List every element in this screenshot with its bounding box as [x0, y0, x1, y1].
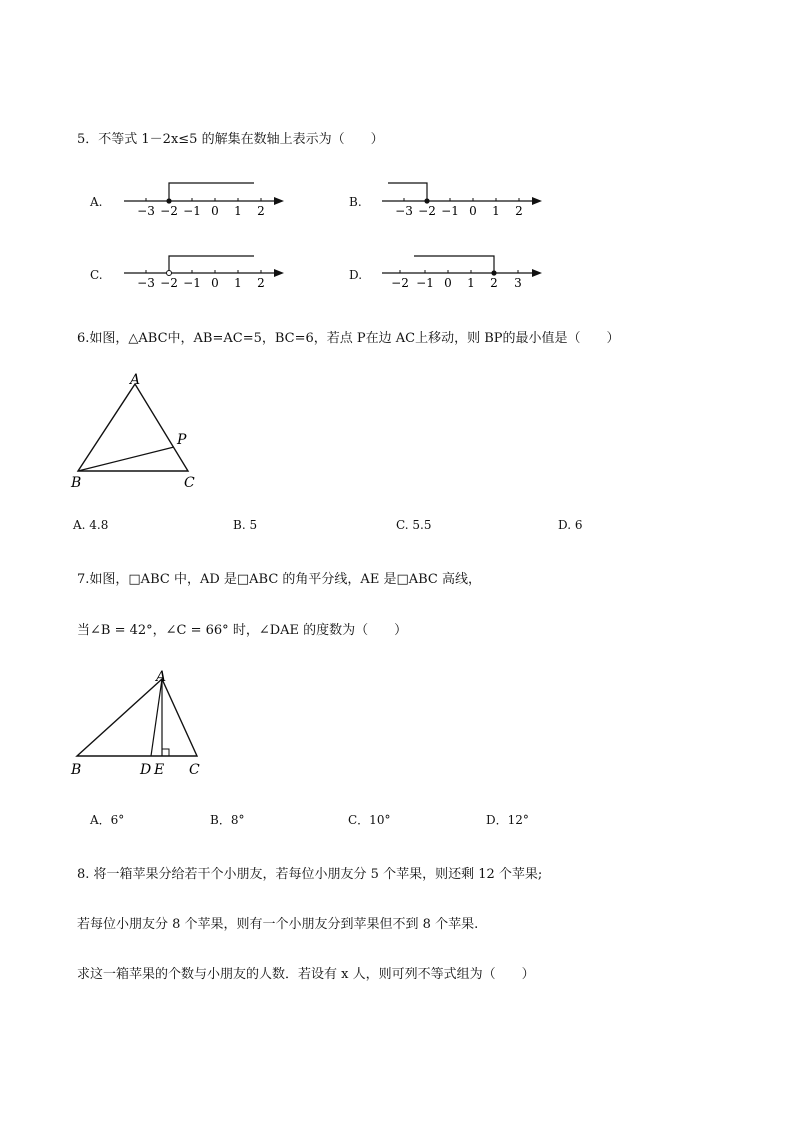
q7-option-b: B．8°: [210, 813, 245, 827]
tick-label: 0: [211, 276, 219, 288]
point-label-e: E: [154, 762, 165, 778]
tick-label: 1: [234, 204, 242, 216]
segment-ad: [151, 679, 162, 756]
tick-label: 1: [467, 276, 475, 288]
q6-option-c: C. 5.5: [396, 518, 432, 532]
tick-label: −1: [183, 276, 201, 288]
tick-label: 1: [234, 276, 242, 288]
q8-stem-line-1: 8. 将一箱苹果分给若干个小朋友，若每位小朋友分 5 个苹果，则还剩 12 个苹果;: [77, 867, 543, 882]
arrow-head: [274, 197, 284, 205]
q6-option-a: A. 4.8: [73, 518, 109, 532]
q5-stem: 5．不等式 1－2x≤5 的解集在数轴上表示为（ ）: [77, 132, 384, 147]
q6-option-d: D. 6: [558, 518, 583, 532]
triangle-abc: [78, 384, 188, 471]
q6-triangle-figure: [66, 366, 206, 492]
q7-stem-line-1: 7.如图，□ABC 中，AD 是□ABC 的角平分线，AE 是□ABC 高线，: [77, 572, 481, 587]
q5-option-c-letter: C.: [90, 268, 103, 282]
q7-option-a: A．6°: [90, 813, 125, 827]
tick-label: −1: [416, 276, 434, 288]
q6-stem: 6.如图，△ABC中，AB=AC=5，BC=6，若点 P在边 AC上移动，则 BP的最小值是（ ）: [77, 331, 620, 346]
tick-label: 0: [211, 204, 219, 216]
solution-bracket: [169, 256, 254, 271]
q5-option-a-letter: A.: [90, 195, 103, 209]
point-label-d: D: [140, 762, 152, 778]
q5-option-b-letter: B.: [349, 195, 362, 209]
tick-label: −3: [137, 276, 155, 288]
vertex-label-a: A: [130, 372, 141, 388]
vertex-label-b: B: [71, 762, 82, 778]
triangle-abc: [77, 679, 197, 756]
tick-label: 2: [490, 276, 498, 288]
tick-label: 3: [514, 276, 522, 288]
tick-label: −2: [160, 276, 178, 288]
tick-label: −2: [160, 204, 178, 216]
tick-label: −3: [137, 204, 155, 216]
tick-label: −1: [183, 204, 201, 216]
tick-label: 1: [492, 204, 500, 216]
tick-label: −1: [441, 204, 459, 216]
q5-option-d-letter: D.: [349, 268, 363, 282]
vertex-label-c: C: [184, 475, 195, 491]
arrow-head: [274, 269, 284, 277]
q7-stem-line-2: 当∠B = 42°，∠C = 66° 时，∠DAE 的度数为（ ）: [77, 623, 408, 638]
q5-option-d-numberline: [376, 246, 546, 288]
q7-triangle-figure: [66, 666, 216, 780]
point-label-p: P: [177, 432, 187, 448]
vertex-label-a: A: [156, 669, 167, 685]
solid-dot: [166, 198, 171, 203]
segment-bp: [78, 447, 174, 471]
tick-label: 0: [444, 276, 452, 288]
arrow-head: [532, 197, 542, 205]
q8-stem-line-2: 若每位小朋友分 8 个苹果，则有一个小朋友分到苹果但不到 8 个苹果.: [77, 917, 479, 932]
right-angle-mark: [162, 749, 169, 756]
tick-label: 2: [257, 276, 265, 288]
tick-label: −2: [418, 204, 436, 216]
vertex-label-c: C: [189, 762, 200, 778]
hollow-dot: [167, 271, 172, 276]
q7-option-c: C．10°: [348, 813, 391, 827]
tick-label: 2: [515, 204, 523, 216]
solution-bracket: [169, 183, 254, 201]
arrow-head: [532, 269, 542, 277]
q6-option-b: B. 5: [233, 518, 258, 532]
solid-dot: [491, 270, 496, 275]
tick-label: −3: [395, 204, 413, 216]
solution-bracket: [414, 256, 494, 273]
q7-option-d: D．12°: [486, 813, 529, 827]
solution-bracket: [388, 183, 427, 201]
q5-option-a-numberline: [118, 174, 288, 216]
q5-option-b-numberline: [376, 174, 546, 216]
solid-dot: [424, 198, 429, 203]
vertex-label-b: B: [71, 475, 82, 491]
q5-option-c-numberline: [118, 246, 288, 288]
tick-label: −2: [391, 276, 409, 288]
tick-label: 0: [469, 204, 477, 216]
q8-stem-line-3: 求这一箱苹果的个数与小朋友的人数．若设有 x 人，则可列不等式组为（ ）: [77, 967, 535, 982]
tick-label: 2: [257, 204, 265, 216]
